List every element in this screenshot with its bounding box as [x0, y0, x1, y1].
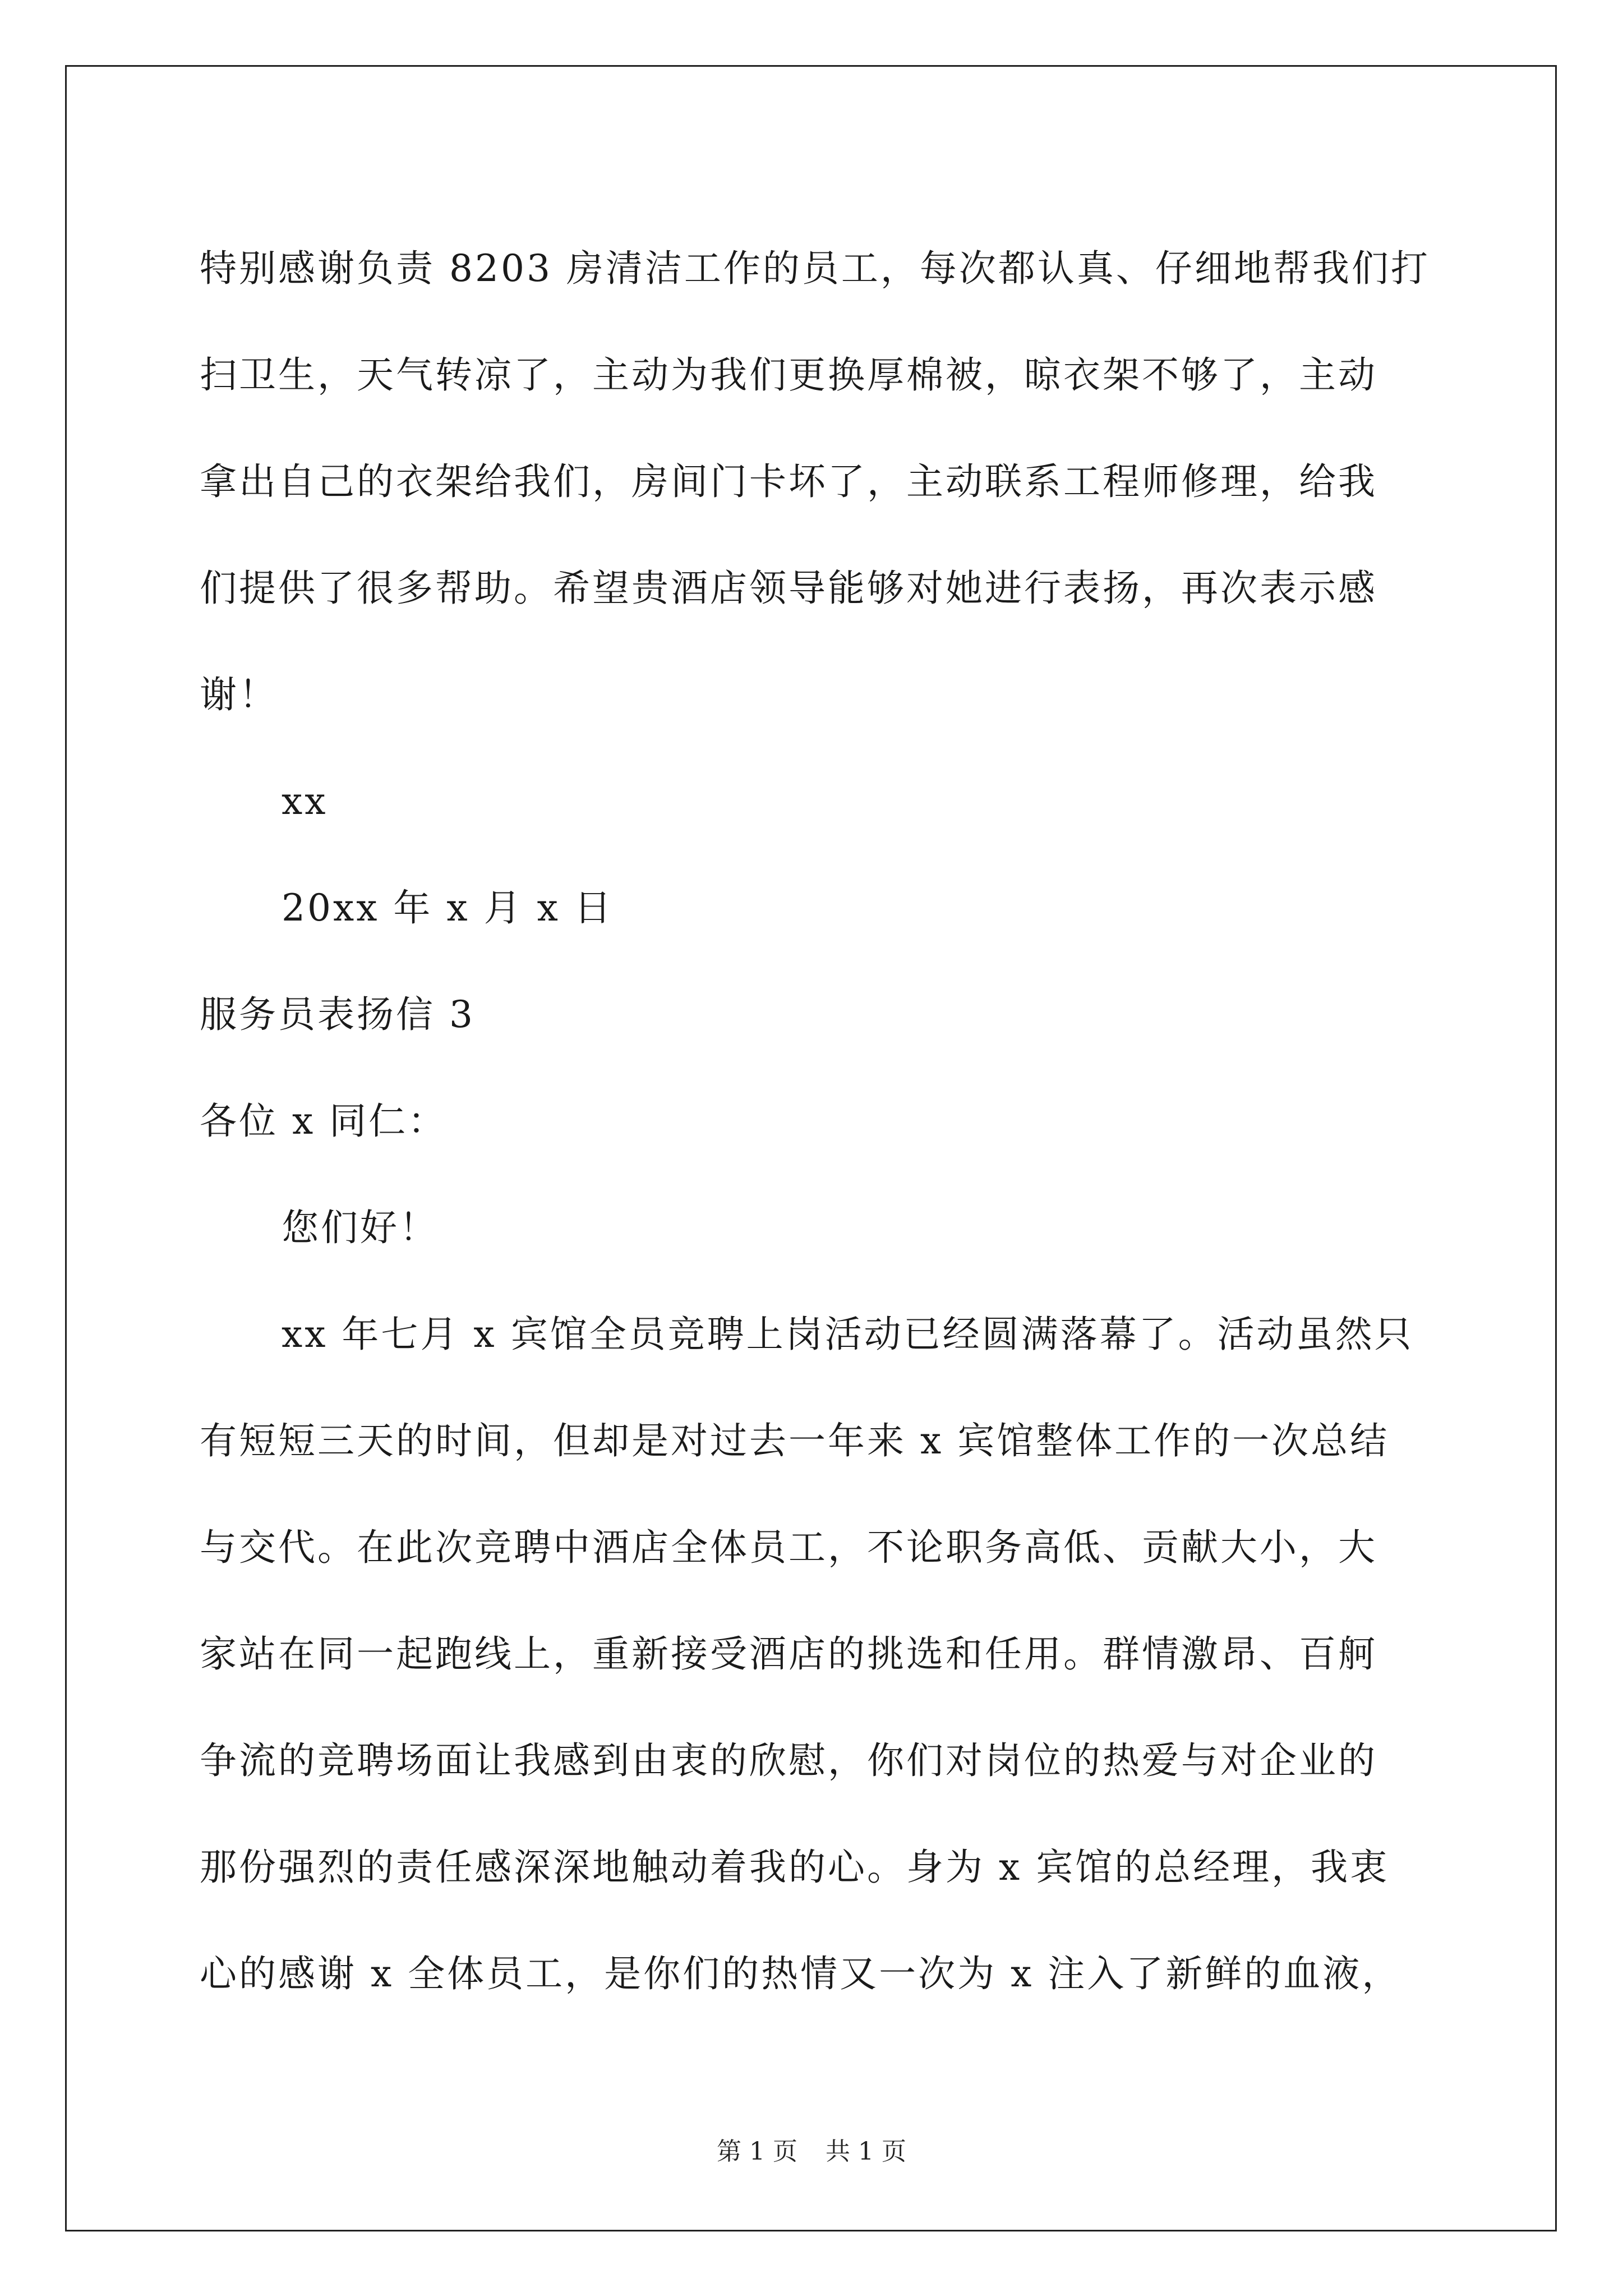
- signature: xx: [282, 780, 328, 823]
- paragraph-2-line-5: 争流的竞聘场面让我感到由衷的欣慰，你们对岗位的热爱与对企业的: [200, 1739, 1377, 1782]
- paragraph-1-line-3: 拿出自己的衣架给我们，房间门卡坏了，主动联系工程师修理，给我: [200, 460, 1377, 503]
- page-total: 共 1 页: [826, 2137, 906, 2166]
- paragraph-2-line-6: 那份强烈的责任感深深地触动着我的心。身为 x 宾馆的总经理，我衷: [200, 1846, 1390, 1889]
- paragraph-2-line-7: 心的感谢 x 全体员工，是你们的热情又一次为 x 注入了新鲜的血液，: [200, 1952, 1401, 1995]
- section-heading: 服务员表扬信 3: [200, 993, 475, 1036]
- paragraph-2-line-4: 家站在同一起跑线上，重新接受酒店的挑选和任用。群情激昂、百舸: [200, 1632, 1377, 1676]
- paragraph-2-line-3: 与交代。在此次竞聘中酒店全体员工，不论职务高低、贡献大小，大: [200, 1526, 1377, 1569]
- page-number: 第 1 页: [717, 2137, 797, 2166]
- greeting: 您们好！: [282, 1206, 439, 1249]
- paragraph-1-line-4: 们提供了很多帮助。希望贵酒店领导能够对她进行表扬，再次表示感: [200, 567, 1377, 610]
- paragraph-2-line-2: 有短短三天的时间，但却是对过去一年来 x 宾馆整体工作的一次总结: [200, 1419, 1390, 1462]
- paragraph-1-line-2: 扫卫生，天气转凉了，主动为我们更换厚棉被，晾衣架不够了，主动: [200, 353, 1377, 397]
- page-footer: [0, 2135, 1623, 2169]
- document-body: [200, 215, 1433, 2027]
- salutation: 各位 x 同仁：: [200, 1099, 448, 1143]
- paragraph-1-line-5: 谢！: [200, 673, 278, 716]
- paragraph-2-line-1: xx 年七月 x 宾馆全员竞聘上岗活动已经圆满落幕了。活动虽然只: [282, 1313, 1414, 1356]
- date: 20xx 年 x 月 x 日: [282, 886, 614, 930]
- paragraph-1-line-1: 特别感谢负责 8203 房清洁工作的员工，每次都认真、仔细地帮我们打: [200, 247, 1430, 290]
